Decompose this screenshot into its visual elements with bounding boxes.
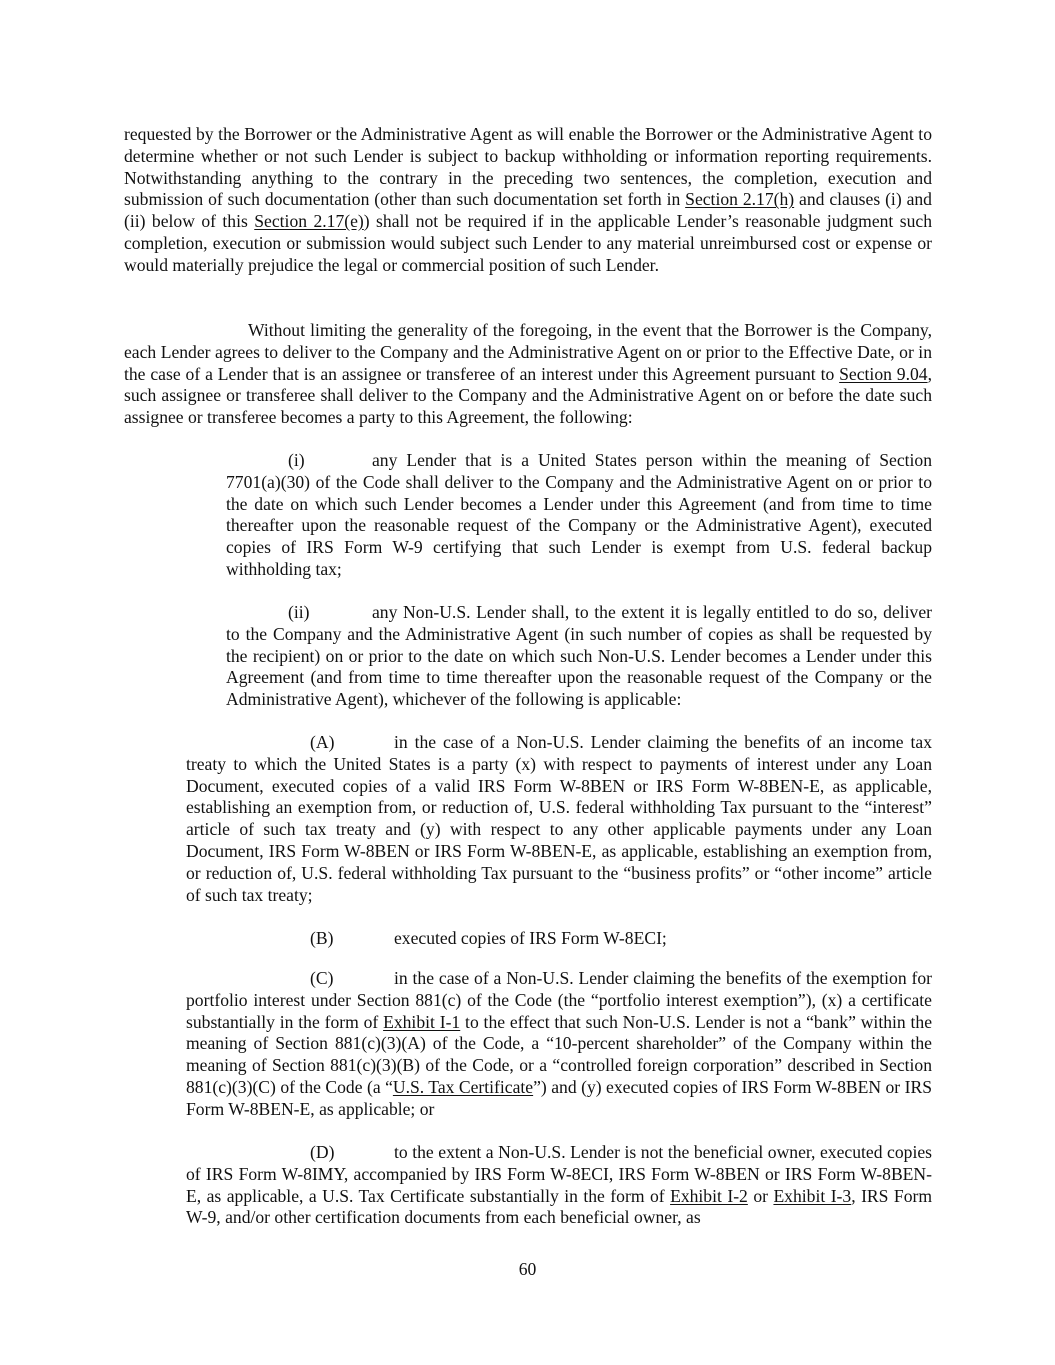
clause-c [186, 968, 932, 1121]
clause-label: (ii) [288, 602, 310, 622]
us-tax-certificate-term: U.S. Tax Certificate [392, 1076, 534, 1097]
clause-a [186, 732, 932, 906]
paragraph-continuation [124, 124, 932, 277]
clause-text: any Non-U.S. Lender shall, to the extent it is legally entitled to do so, deliver to the Company and the Administrative Agent (in such number of copies as shall be requested by the recipient) on or prior to the date on which such Non-U.S. Lender becomes a Lender under this Agreement (and from time to time thereafter upon the reasonable request of the Company or the Administrative Agent), whichever of the following is applicable: [226, 602, 932, 710]
clause-text: in the case of a Non-U.S. Lender claiming the benefits of the exemption for portfolio interest under Section 881(c) of the Code (the “portfolio interest exemption”), (x) a certificate substantially in the form of [186, 968, 932, 1032]
paragraph-text: ) shall not be required if in the applicable Lender’s reasonable judgment such completion, execution or submission would subject such Lender to any material unreimbursed cost or expense or would materially prejudice the legal or commercial position of such Lender. [124, 211, 932, 275]
clause-i [226, 450, 932, 581]
clause-b [186, 928, 932, 950]
exhibit-i-1-reference: Exhibit I-1 [383, 1011, 461, 1032]
exhibit-i-3-reference: Exhibit I-3 [773, 1185, 852, 1206]
clause-text: , IRS Form W-9, and/or other certification documents from each beneficial owner, as [186, 1185, 933, 1228]
paragraph-text: , such assignee or transferee shall deliver to the Company and the Administrative Agent on or before the date such assignee or transferee becomes a party to this Agreement, the following: [124, 363, 932, 428]
paragraph-text: requested by the Borrower or the Administrative Agent as will enable the Borrower or the Administrative Agent to determine whether or not such Lender is subject to backup withholding or information reporting requirements. Notwithstanding anything to the contrary in the preceding two sentences, the completion, execution and submission of such documentation (other than such documentation set forth in [124, 124, 932, 210]
paragraph-without-limiting [124, 320, 932, 429]
page-number: 60 [518, 1259, 537, 1279]
clause-label: (B) [310, 928, 334, 948]
clause-label: (D) [310, 1142, 335, 1162]
clause-d [186, 1142, 932, 1229]
section-9-04-reference: Section 9.04 [839, 363, 928, 384]
section-2-17-h-reference: Section 2.17(h) [685, 189, 795, 210]
clause-ii [226, 602, 932, 711]
clause-label: (A) [310, 732, 335, 752]
paragraph-text: Without limiting the generality of the foregoing, in the event that the Borrower is the Company, each Lender agrees to deliver to the Company and the Administrative Agent on or prior to the Effective Date, or in the case of a Lender that is an assignee or transferee of an interest under this Agreement pursuant to [124, 320, 932, 384]
clause-text: in the case of a Non-U.S. Lender claiming the benefits of an income tax treaty to which the United States is a party (x) with respect to payments of interest under any Loan Document, executed copies of a valid IRS Form W-8BEN or IRS Form W-8BEN-E, as applicable, establishing an exemption from, or reduction of, U.S. federal withholding Tax pursuant to the “interest” article of such tax treaty and (y) with respect to any other applicable payments under any Loan Document, IRS Form W-8BEN or IRS Form W-8BEN-E, as applicable, establishing an exemption from, or reduction of, U.S. federal withholding Tax pursuant to the “business profits” or “other income” article of such tax treaty; [186, 732, 932, 905]
clause-label: (i) [288, 450, 305, 470]
clause-text: or [747, 1185, 774, 1206]
clause-text: to the effect that such Non-U.S. Lender is not a “bank” within the meaning of Section 881(c)(3)(A) of the Code, a “10-percent shareholder” of the Company within the meaning of Section 881(c)(3)(B) of the Code, or a “controlled foreign corporation” described in Section 881(c)(3)(C) of the Code (a “ [186, 1011, 932, 1097]
paragraph-text: and clauses (i) and (ii) below of this [124, 189, 932, 232]
section-2-17-e-reference: Section 2.17(e) [254, 211, 364, 232]
clause-text: ”) and (y) executed copies of IRS Form W-8BEN or IRS Form W-8BEN-E, as applicable; or [186, 1076, 932, 1119]
clause-label: (C) [310, 968, 334, 988]
clause-text: executed copies of IRS Form W-8ECI; [394, 928, 667, 948]
exhibit-i-2-reference: Exhibit I-2 [670, 1185, 748, 1206]
clause-text: to the extent a Non-U.S. Lender is not the beneficial owner, executed copies of IRS Form W-8IMY, accompanied by IRS Form W-8ECI, IRS Form W-8BEN or IRS Form W-8BEN-E, as applicable, a U.S. Tax Certificate substantially in the form of [186, 1142, 932, 1206]
clause-text: any Lender that is a United States person within the meaning of Section 7701(a)(30) of the Code shall deliver to the Company and the Administrative Agent on or prior to the date on which such Lender becomes a Lender under this Agreement (and from time to time thereafter upon the reasonable request of the Company or the Administrative Agent), executed copies of IRS Form W-9 certifying that such Lender is exempt from U.S. federal backup withholding tax; [226, 450, 932, 579]
